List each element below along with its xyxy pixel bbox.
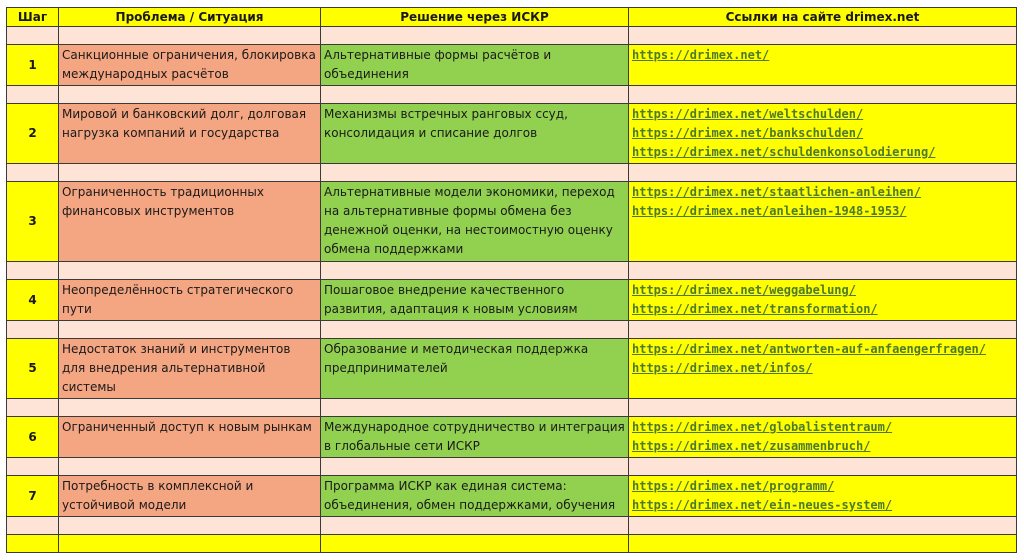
- header-links: Ссылки на сайте drimex.net: [629, 8, 1017, 27]
- drimex-link[interactable]: https://drimex.net/bankschulden/: [632, 126, 864, 140]
- step-cell: 4: [7, 280, 59, 321]
- footer-cell: [59, 535, 321, 553]
- separator-row: [7, 399, 1017, 417]
- table-row: [7, 476, 1017, 517]
- solution-cell: Программа ИСКР как единая система: объединения, обмен поддержками, обучения: [321, 476, 629, 517]
- links-cell: [629, 104, 1017, 164]
- table-row: [7, 182, 1017, 262]
- separator-cell: [59, 458, 321, 476]
- problem-cell: Недостаток знаний и инструментов для внедрения альтернативной системы: [59, 339, 321, 399]
- separator-row: [7, 27, 1017, 45]
- footer-row: [7, 535, 1017, 553]
- separator-cell: [629, 321, 1017, 339]
- solution-cell: Пошаговое внедрение качественного развития, адаптация к новым условиям: [321, 280, 629, 321]
- table-row: [7, 104, 1017, 164]
- drimex-link[interactable]: https://drimex.net/infos/: [632, 361, 813, 375]
- separator-cell: [7, 517, 59, 535]
- separator-row: [7, 262, 1017, 280]
- separator-cell: [7, 164, 59, 182]
- separator-cell: [321, 517, 629, 535]
- separator-cell: [7, 86, 59, 104]
- separator-cell: [7, 27, 59, 45]
- step-cell: 1: [7, 45, 59, 86]
- table-row: [7, 45, 1017, 86]
- drimex-link[interactable]: https://drimex.net/schuldenkonsolodierung/: [632, 145, 936, 159]
- separator-cell: [59, 27, 321, 45]
- separator-cell: [59, 86, 321, 104]
- links-cell: [629, 417, 1017, 458]
- drimex-link[interactable]: https://drimex.net/globalistentraum/: [632, 420, 893, 434]
- steps-table: [6, 7, 1017, 553]
- footer-cell: [321, 535, 629, 553]
- problem-cell: Мировой и банковский долг, долговая нагрузка компаний и государства: [59, 104, 321, 164]
- drimex-link[interactable]: https://drimex.net/anleihen-1948-1953/: [632, 204, 907, 218]
- separator-row: [7, 458, 1017, 476]
- drimex-link[interactable]: https://drimex.net/zusammenbruch/: [632, 439, 871, 453]
- problem-cell: Санкционные ограничения, блокировка международных расчётов: [59, 45, 321, 86]
- links-cell: [629, 476, 1017, 517]
- separator-row: [7, 86, 1017, 104]
- drimex-link[interactable]: https://drimex.net/antworten-auf-anfaengerfragen/: [632, 342, 987, 356]
- table-row: [7, 417, 1017, 458]
- problem-cell: Неопределённость стратегического пути: [59, 280, 321, 321]
- links-cell: [629, 45, 1017, 86]
- header-solution: Решение через ИСКР: [321, 8, 629, 27]
- solution-cell: Альтернативные формы расчётов и объединения: [321, 45, 629, 86]
- separator-cell: [59, 517, 321, 535]
- separator-row: [7, 321, 1017, 339]
- solution-cell: Механизмы встречных ранговых ссуд, консолидация и списание долгов: [321, 104, 629, 164]
- step-cell: 2: [7, 104, 59, 164]
- separator-row: [7, 517, 1017, 535]
- separator-cell: [321, 262, 629, 280]
- links-cell: [629, 339, 1017, 399]
- solution-cell: Международное сотрудничество и интеграция в глобальные сети ИСКР: [321, 417, 629, 458]
- separator-cell: [629, 86, 1017, 104]
- links-cell: [629, 280, 1017, 321]
- separator-cell: [629, 164, 1017, 182]
- separator-cell: [7, 321, 59, 339]
- separator-cell: [321, 27, 629, 45]
- step-cell: 7: [7, 476, 59, 517]
- separator-cell: [629, 517, 1017, 535]
- drimex-link[interactable]: https://drimex.net/weltschulden/: [632, 107, 864, 121]
- separator-cell: [321, 164, 629, 182]
- drimex-link[interactable]: https://drimex.net/programm/: [632, 479, 835, 493]
- separator-cell: [321, 458, 629, 476]
- step-cell: 5: [7, 339, 59, 399]
- header-row: [7, 8, 1017, 27]
- solution-cell: Альтернативные модели экономики, переход на альтернативные формы обмена без денежной оценки, на нестоимостную оценку обмена поддержками: [321, 182, 629, 262]
- step-cell: 3: [7, 182, 59, 262]
- header-problem: Проблема / Ситуация: [59, 8, 321, 27]
- separator-cell: [59, 399, 321, 417]
- header-step: Шаг: [7, 8, 59, 27]
- separator-cell: [7, 458, 59, 476]
- separator-cell: [59, 164, 321, 182]
- separator-cell: [629, 27, 1017, 45]
- problem-cell: Потребность в комплексной и устойчивой модели: [59, 476, 321, 517]
- separator-cell: [59, 262, 321, 280]
- footer-cell: [7, 535, 59, 553]
- separator-row: [7, 164, 1017, 182]
- separator-cell: [321, 399, 629, 417]
- drimex-link[interactable]: https://drimex.net/transformation/: [632, 302, 878, 316]
- drimex-link[interactable]: https://drimex.net/ein-neues-system/: [632, 498, 893, 512]
- solution-cell: Образование и методическая поддержка предпринимателей: [321, 339, 629, 399]
- separator-cell: [629, 458, 1017, 476]
- separator-cell: [321, 321, 629, 339]
- separator-cell: [7, 262, 59, 280]
- table-row: [7, 280, 1017, 321]
- step-cell: 6: [7, 417, 59, 458]
- separator-cell: [59, 321, 321, 339]
- table-row: [7, 339, 1017, 399]
- problem-cell: Ограниченность традиционных финансовых инструментов: [59, 182, 321, 262]
- drimex-link[interactable]: https://drimex.net/weggabelung/: [632, 283, 856, 297]
- separator-cell: [321, 86, 629, 104]
- problem-cell: Ограниченный доступ к новым рынкам: [59, 417, 321, 458]
- separator-cell: [629, 262, 1017, 280]
- drimex-link[interactable]: https://drimex.net/staatlichen-anleihen/: [632, 185, 921, 199]
- separator-cell: [629, 399, 1017, 417]
- drimex-link[interactable]: https://drimex.net/: [632, 48, 770, 62]
- links-cell: [629, 182, 1017, 262]
- footer-cell: [629, 535, 1017, 553]
- separator-cell: [7, 399, 59, 417]
